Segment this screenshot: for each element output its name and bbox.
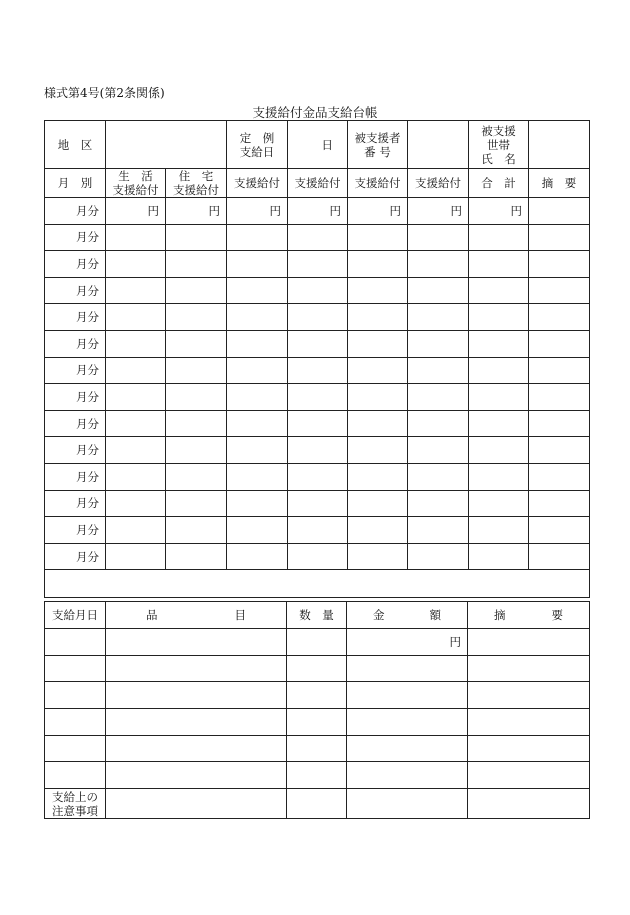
household-line2: 世帯 xyxy=(487,137,510,152)
amount-cell[interactable] xyxy=(348,330,408,357)
amount-cell[interactable] xyxy=(227,384,288,411)
amount-cell[interactable] xyxy=(347,682,468,709)
amount-cell-text: 円 xyxy=(389,203,401,218)
notes-field-1[interactable] xyxy=(106,789,287,819)
amount-cell[interactable] xyxy=(348,224,408,251)
amount-cell[interactable] xyxy=(348,384,408,411)
amount-cell[interactable] xyxy=(469,304,529,331)
item-row xyxy=(45,735,590,762)
amount-cell[interactable] xyxy=(227,277,288,304)
quantity-cell[interactable] xyxy=(287,629,347,656)
amount-cell[interactable] xyxy=(106,224,166,251)
month-cell[interactable] xyxy=(45,224,106,251)
amount-cell[interactable] xyxy=(469,490,529,517)
amount-cell[interactable] xyxy=(106,251,166,278)
notes-field-2[interactable] xyxy=(287,789,347,819)
month-cell-text: 月分 xyxy=(76,469,99,484)
amount-cell[interactable] xyxy=(227,224,288,251)
amount-cell[interactable] xyxy=(106,463,166,490)
item-name-cell[interactable] xyxy=(106,709,287,736)
district-field[interactable] xyxy=(106,121,227,169)
item-row xyxy=(45,682,590,709)
benefit-header-3: 支援給付 xyxy=(227,169,288,198)
item-remarks-cell[interactable] xyxy=(468,682,590,709)
housing-benefit-line2: 支援給付 xyxy=(173,183,219,197)
notes-field-3[interactable] xyxy=(347,789,468,819)
amount-cell[interactable] xyxy=(166,437,227,464)
amount-cell[interactable] xyxy=(166,251,227,278)
item-header xyxy=(106,602,287,629)
item-remarks-char1: 摘 xyxy=(494,608,506,622)
benefit-header-5: 支援給付 xyxy=(348,169,408,198)
item-name-cell[interactable] xyxy=(106,655,287,682)
item-remarks-cell[interactable] xyxy=(468,709,590,736)
month-cell-text: 月分 xyxy=(76,389,99,404)
month-cell-text: 月分 xyxy=(76,416,99,431)
item-remarks-cell[interactable] xyxy=(468,655,590,682)
quantity-cell[interactable] xyxy=(287,682,347,709)
month-cell-text: 月分 xyxy=(76,522,99,537)
amount-cell[interactable] xyxy=(288,304,348,331)
notes-line1: 支給上の xyxy=(52,789,98,804)
month-cell[interactable] xyxy=(45,384,106,411)
month-row xyxy=(45,198,590,225)
amount-cell[interactable] xyxy=(288,517,348,544)
amount-cell[interactable] xyxy=(469,410,529,437)
amount-cell[interactable] xyxy=(408,410,469,437)
regular-pay-date-label xyxy=(227,121,288,169)
amount-cell-text: 円 xyxy=(269,203,281,218)
remarks-cell[interactable] xyxy=(529,251,590,278)
amount-cell[interactable] xyxy=(166,543,227,570)
amount-cell[interactable] xyxy=(408,277,469,304)
item-issue-table xyxy=(44,601,590,819)
remarks-cell[interactable] xyxy=(529,357,590,384)
amount-cell[interactable] xyxy=(288,410,348,437)
item-remarks-char2: 要 xyxy=(551,608,563,622)
amount-cell[interactable] xyxy=(227,330,288,357)
month-cell-text: 月分 xyxy=(76,256,99,271)
amount-cell[interactable] xyxy=(348,463,408,490)
amount-cell[interactable] xyxy=(469,437,529,464)
amount-cell[interactable] xyxy=(469,277,529,304)
amount-cell[interactable] xyxy=(348,437,408,464)
amount-cell[interactable] xyxy=(469,357,529,384)
living-benefit-line2: 支援給付 xyxy=(112,183,159,197)
amount-cell[interactable] xyxy=(106,330,166,357)
amount-cell[interactable] xyxy=(469,384,529,411)
amount-cell[interactable] xyxy=(408,357,469,384)
amount-header xyxy=(347,602,468,629)
housing-benefit-header xyxy=(166,169,227,198)
day-label: 日 xyxy=(321,137,333,152)
notes-label xyxy=(45,789,106,819)
month-cell[interactable] xyxy=(45,304,106,331)
month-cell[interactable] xyxy=(45,251,106,278)
amount-cell[interactable] xyxy=(288,277,348,304)
recipient-number-label xyxy=(348,121,408,169)
amount-cell[interactable] xyxy=(469,224,529,251)
month-cell-text: 月分 xyxy=(76,203,99,218)
recipient-number-line2: 番 号 xyxy=(364,144,391,159)
remarks-cell[interactable] xyxy=(529,304,590,331)
amount-cell[interactable] xyxy=(166,463,227,490)
amount-cell[interactable] xyxy=(227,463,288,490)
regular-pay-date-line1: 定 例 xyxy=(239,130,275,145)
month-cell[interactable] xyxy=(45,198,106,225)
remarks-cell[interactable] xyxy=(529,463,590,490)
remarks-cell[interactable] xyxy=(529,490,590,517)
living-benefit-header xyxy=(106,169,166,198)
month-row xyxy=(45,410,590,437)
amount-cell[interactable] xyxy=(469,251,529,278)
amount-cell[interactable] xyxy=(288,543,348,570)
amount-cell[interactable] xyxy=(348,277,408,304)
amount-cell[interactable] xyxy=(347,735,468,762)
amount-cell[interactable] xyxy=(469,330,529,357)
amount-cell[interactable] xyxy=(469,463,529,490)
remarks-cell[interactable] xyxy=(529,517,590,544)
month-column-header: 月 別 xyxy=(45,169,106,198)
amount-cell[interactable] xyxy=(408,330,469,357)
item-remarks-cell[interactable] xyxy=(468,762,590,789)
amount-cell[interactable] xyxy=(166,410,227,437)
month-cell[interactable] xyxy=(45,330,106,357)
remarks-header: 摘 要 xyxy=(529,169,590,198)
pay-date-cell[interactable] xyxy=(45,682,106,709)
item-row xyxy=(45,762,590,789)
month-cell-text: 月分 xyxy=(76,310,99,325)
month-cell[interactable] xyxy=(45,517,106,544)
month-cell-text: 月分 xyxy=(76,363,99,378)
month-cell-text: 月分 xyxy=(76,230,99,245)
amount-cell[interactable] xyxy=(166,384,227,411)
amount-cell[interactable] xyxy=(347,709,468,736)
amount-cell[interactable] xyxy=(408,304,469,331)
pay-date-cell[interactable] xyxy=(45,735,106,762)
notes-row xyxy=(45,789,590,819)
month-row xyxy=(45,330,590,357)
amount-cell[interactable] xyxy=(166,277,227,304)
month-cell[interactable] xyxy=(45,277,106,304)
benefit-ledger-table xyxy=(44,120,590,598)
household-line3: 氏 名 xyxy=(481,151,516,166)
month-row xyxy=(45,251,590,278)
amount-cell-text: 円 xyxy=(449,634,461,649)
amount-header-char2: 額 xyxy=(429,608,441,622)
amount-cell[interactable] xyxy=(469,517,529,544)
amount-cell[interactable] xyxy=(288,198,348,225)
notes-line2: 注意事項 xyxy=(52,803,98,818)
month-row xyxy=(45,224,590,251)
month-cell[interactable] xyxy=(45,437,106,464)
month-cell[interactable] xyxy=(45,357,106,384)
quantity-header: 数 量 xyxy=(287,602,347,629)
remarks-cell[interactable] xyxy=(529,543,590,570)
amount-cell[interactable] xyxy=(469,198,529,225)
amount-cell[interactable] xyxy=(348,251,408,278)
ledger-body xyxy=(45,198,590,570)
amount-cell[interactable] xyxy=(348,198,408,225)
pay-date-header: 支給月日 xyxy=(45,602,106,629)
amount-cell[interactable] xyxy=(227,517,288,544)
form-id: 様式第4号(第2条関係) xyxy=(44,86,165,100)
amount-cell[interactable] xyxy=(347,629,468,656)
remarks-cell[interactable] xyxy=(529,410,590,437)
item-header-row xyxy=(45,602,590,629)
household-name-field[interactable] xyxy=(529,121,590,169)
remarks-cell[interactable] xyxy=(529,224,590,251)
amount-cell[interactable] xyxy=(106,384,166,411)
amount-cell[interactable] xyxy=(348,517,408,544)
amount-header-char1: 金 xyxy=(373,608,385,622)
amount-cell[interactable] xyxy=(166,490,227,517)
quantity-cell[interactable] xyxy=(287,735,347,762)
amount-cell[interactable] xyxy=(348,357,408,384)
household-line1: 被支援 xyxy=(481,123,516,138)
amount-cell[interactable] xyxy=(106,357,166,384)
quantity-cell[interactable] xyxy=(287,709,347,736)
remarks-cell[interactable] xyxy=(529,330,590,357)
item-remarks-header xyxy=(468,602,590,629)
amount-cell[interactable] xyxy=(408,251,469,278)
amount-cell[interactable] xyxy=(288,357,348,384)
remarks-cell[interactable] xyxy=(529,277,590,304)
month-row xyxy=(45,437,590,464)
housing-benefit-line1: 住 宅 xyxy=(178,169,214,183)
amount-cell[interactable] xyxy=(106,490,166,517)
amount-cell[interactable] xyxy=(106,543,166,570)
amount-cell[interactable] xyxy=(288,437,348,464)
notes-field-4[interactable] xyxy=(468,789,590,819)
remarks-cell[interactable] xyxy=(529,437,590,464)
month-row xyxy=(45,490,590,517)
amount-cell[interactable] xyxy=(408,224,469,251)
amount-cell[interactable] xyxy=(166,198,227,225)
form-title: 支援給付金品支給台帳 xyxy=(252,105,378,120)
amount-cell[interactable] xyxy=(288,490,348,517)
amount-cell[interactable] xyxy=(227,490,288,517)
amount-cell[interactable] xyxy=(106,517,166,544)
amount-cell[interactable] xyxy=(408,198,469,225)
amount-cell-text: 円 xyxy=(329,203,341,218)
amount-cell[interactable] xyxy=(166,357,227,384)
total-header: 合 計 xyxy=(469,169,529,198)
benefit-header-6: 支援給付 xyxy=(408,169,469,198)
recipient-number-line1: 被支援者 xyxy=(354,130,401,145)
item-row xyxy=(45,629,590,656)
pay-date-cell[interactable] xyxy=(45,655,106,682)
amount-cell[interactable] xyxy=(166,517,227,544)
month-cell-text: 月分 xyxy=(76,336,99,351)
item-name-cell[interactable] xyxy=(106,682,287,709)
month-cell-text: 月分 xyxy=(76,443,99,458)
amount-cell[interactable] xyxy=(166,224,227,251)
month-cell[interactable] xyxy=(45,410,106,437)
amount-cell-text: 円 xyxy=(147,203,159,218)
amount-cell[interactable] xyxy=(348,304,408,331)
amount-cell[interactable] xyxy=(348,490,408,517)
item-remarks-cell[interactable] xyxy=(468,629,590,656)
amount-cell-text: 円 xyxy=(208,203,220,218)
amount-cell[interactable] xyxy=(106,410,166,437)
amount-cell[interactable] xyxy=(227,251,288,278)
month-row xyxy=(45,543,590,570)
household-name-label xyxy=(469,121,529,169)
blank-row-cell[interactable] xyxy=(45,570,590,598)
month-cell-text: 月分 xyxy=(76,283,99,298)
amount-cell[interactable] xyxy=(227,357,288,384)
amount-cell[interactable] xyxy=(227,543,288,570)
amount-cell[interactable] xyxy=(347,655,468,682)
month-cell[interactable] xyxy=(45,543,106,570)
amount-cell[interactable] xyxy=(348,410,408,437)
amount-cell[interactable] xyxy=(166,330,227,357)
amount-cell[interactable] xyxy=(227,437,288,464)
regular-pay-date-line2: 支給日 xyxy=(239,144,275,159)
amount-cell[interactable] xyxy=(288,251,348,278)
month-cell-text: 月分 xyxy=(76,496,99,511)
amount-cell[interactable] xyxy=(408,490,469,517)
amount-cell[interactable] xyxy=(348,543,408,570)
amount-cell[interactable] xyxy=(408,463,469,490)
amount-cell[interactable] xyxy=(288,463,348,490)
item-header-char1: 品 xyxy=(146,608,158,622)
quantity-cell[interactable] xyxy=(287,655,347,682)
district-label: 地 区 xyxy=(45,121,106,169)
amount-cell[interactable] xyxy=(227,410,288,437)
ledger-blank-row xyxy=(45,570,590,598)
item-remarks-cell[interactable] xyxy=(468,735,590,762)
quantity-cell[interactable] xyxy=(287,762,347,789)
item-name-cell[interactable] xyxy=(106,629,287,656)
pay-date-cell[interactable] xyxy=(45,629,106,656)
amount-cell[interactable] xyxy=(288,330,348,357)
item-row xyxy=(45,709,590,736)
amount-cell[interactable] xyxy=(408,543,469,570)
amount-cell[interactable] xyxy=(408,384,469,411)
month-cell[interactable] xyxy=(45,463,106,490)
amount-cell[interactable] xyxy=(166,304,227,331)
item-header-char2: 目 xyxy=(234,608,246,622)
amount-cell[interactable] xyxy=(106,198,166,225)
pay-day-field[interactable] xyxy=(288,121,348,169)
remarks-cell[interactable] xyxy=(529,384,590,411)
month-cell[interactable] xyxy=(45,490,106,517)
living-benefit-line1: 生 活 xyxy=(118,169,153,183)
month-row xyxy=(45,384,590,411)
amount-cell[interactable] xyxy=(106,304,166,331)
amount-cell-text: 円 xyxy=(510,203,522,218)
remarks-cell[interactable] xyxy=(529,198,590,225)
items-body xyxy=(45,629,590,789)
amount-cell[interactable] xyxy=(227,304,288,331)
amount-cell[interactable] xyxy=(469,543,529,570)
ledger-header-row-2 xyxy=(45,169,590,198)
amount-cell[interactable] xyxy=(288,224,348,251)
amount-cell[interactable] xyxy=(408,437,469,464)
item-row xyxy=(45,655,590,682)
month-cell-text: 月分 xyxy=(76,549,99,564)
recipient-number-field[interactable] xyxy=(408,121,469,169)
amount-cell[interactable] xyxy=(347,762,468,789)
pay-date-cell[interactable] xyxy=(45,709,106,736)
amount-cell[interactable] xyxy=(408,517,469,544)
month-row xyxy=(45,304,590,331)
item-name-cell[interactable] xyxy=(106,735,287,762)
amount-cell[interactable] xyxy=(288,384,348,411)
month-row xyxy=(45,517,590,544)
benefit-header-4: 支援給付 xyxy=(288,169,348,198)
pay-date-cell[interactable] xyxy=(45,762,106,789)
month-row xyxy=(45,463,590,490)
item-name-cell[interactable] xyxy=(106,762,287,789)
amount-cell[interactable] xyxy=(106,437,166,464)
month-row xyxy=(45,357,590,384)
month-row xyxy=(45,277,590,304)
amount-cell[interactable] xyxy=(227,198,288,225)
ledger-header-row-1 xyxy=(45,121,590,169)
amount-cell[interactable] xyxy=(106,277,166,304)
amount-cell-text: 円 xyxy=(450,203,462,218)
